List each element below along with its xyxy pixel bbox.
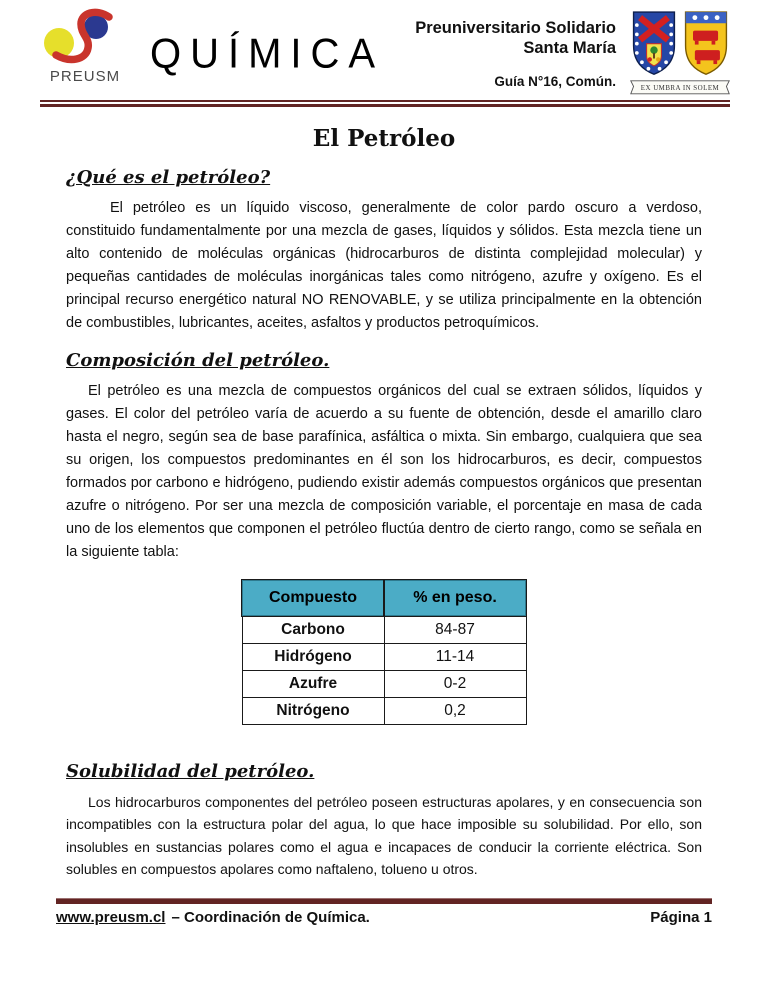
section-paragraph-que-es: El petróleo es un líquido viscoso, generalmente de color pardo oscuro a verdoso, constituido fundamentalmente por una mezcla de gases, líquidos y sólidos. Esta mezcla tiene un alto contenido de moléculas orgánicas (hidrocarburos de distinta complejidad molecular) y pequeñas cantidades de moléculas inorgánicas tales como nitrógeno, azufre y oxígeno. Es el principal recurso energético natural NO RENOVABLE, y se utiliza principalmente en la obtención de combustibles, lubricantes, aceites, asfaltos y productos petroquímicos. (66, 200, 702, 331)
table-row (242, 697, 526, 724)
website-link[interactable]: www.preusm.cl (56, 909, 166, 926)
table-cell-compound: Carbono (242, 616, 384, 644)
footer-divider-rule (56, 898, 712, 904)
table-cell-value: 84-87 (384, 616, 526, 644)
institution-name-line2: Santa María (523, 39, 616, 57)
table-cell-value: 0,2 (384, 697, 526, 724)
institution-name-line1: Preuniversitario Solidario (415, 19, 616, 37)
header-divider-rule (40, 100, 730, 107)
section-heading-que-es: ¿Qué es el petróleo? (66, 167, 271, 188)
page-footer (56, 898, 712, 926)
table-header-row (242, 580, 526, 616)
preusm-logo-text: PREUSM (49, 68, 121, 85)
institution-block (415, 18, 616, 89)
preusm-logo-icon (36, 8, 128, 70)
section-heading-composicion: Composición del petróleo. (66, 350, 330, 371)
guide-number-label: Guía N°16, Común. (494, 74, 616, 89)
document-content (0, 167, 768, 881)
page-number-label: Página 1 (650, 909, 712, 926)
table-cell-value: 0-2 (384, 670, 526, 697)
crest-motto-text: EX UMBRA IN SOLEM (640, 84, 720, 93)
footer-left (56, 909, 370, 926)
university-crest (628, 8, 734, 96)
table-cell-value: 11-14 (384, 643, 526, 670)
section-heading-solubilidad: Solubilidad del petróleo. (66, 760, 315, 782)
page-header (0, 0, 768, 98)
section-paragraph-composicion: El petróleo es una mezcla de compuestos orgánicos del cual se extraen sólidos, líquidos y gases. El color del petróleo varía de acuerdo a su fuente de obtención, desde el amarillo claro hasta el negro, según sea de base parafínica, asfáltica o mixta. Sin embargo, cualquiera que sea su origen, los compuestos predominantes en él son los hidrocarburos, es decir, compuestos formados por carbono e hidrógeno, pudiendo existir además compuestos orgánicos que presentan azufre o nitrógeno. Por ser una mezcla de composición variable, el porcentaje en masa de cada uno de los elementos que componen el petróleo fluctúa dentro de cierto rango, como se señala en la siguiente tabla: (66, 383, 702, 560)
table-header-compuesto: Compuesto (242, 580, 384, 616)
preusm-logo (36, 8, 134, 85)
university-crest-icon (628, 8, 732, 96)
table-row (242, 616, 526, 644)
table-header-peso: % en peso. (384, 580, 526, 616)
subject-title: QUÍMICA (150, 30, 385, 78)
table-row (242, 643, 526, 670)
composition-table (241, 579, 527, 725)
table-cell-compound: Azufre (242, 670, 384, 697)
section-paragraph-solubilidad: Los hidrocarburos componentes del petróleo poseen estructuras apolares, y en consecuencia son incompatibles con la estructura polar del agua, lo que hace imposible su solubilidad. Por ello, son insolubles en sustancias polares como el agua e incapaces de conducir la corriente eléctrica. Son solubles en compuestos apolares como naftaleno, tolueno u otros. (66, 793, 702, 877)
footer-department-label: – Coordinación de Química. (171, 909, 370, 926)
table-cell-compound: Hidrógeno (242, 643, 384, 670)
footer-text-row (56, 909, 712, 926)
table-cell-compound: Nitrógeno (242, 697, 384, 724)
table-row (242, 670, 526, 697)
page-title: El Petróleo (312, 125, 456, 152)
